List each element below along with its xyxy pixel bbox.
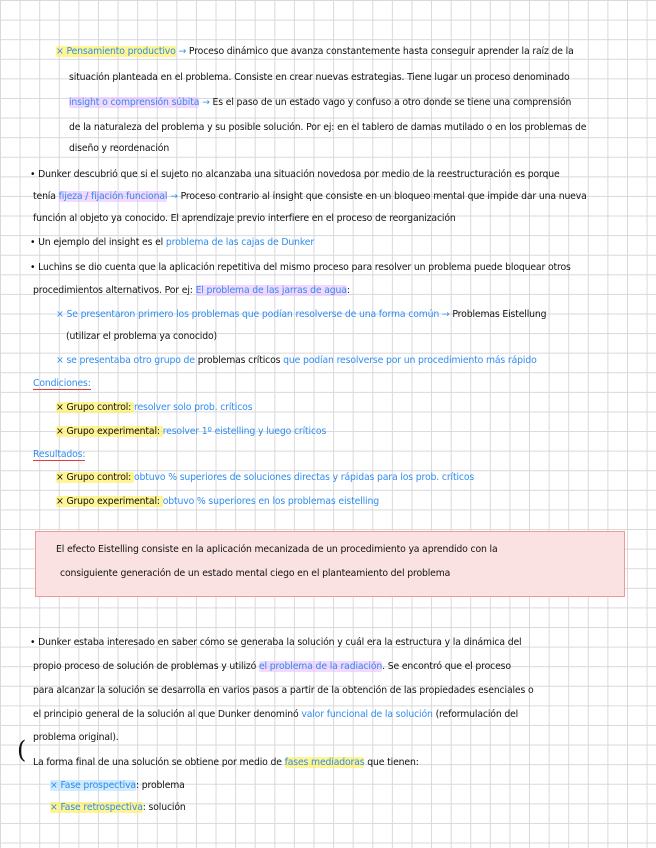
note-text: que podían resolverse por un procedimiento más rápido	[280, 355, 537, 366]
note-line: (utilizar el problema ya conocido)	[66, 331, 217, 342]
note-line	[33, 708, 518, 721]
definition-box	[35, 531, 625, 597]
note-line: • Dunker estaba interesado en saber cómo se generaba la solución y cuál era la estructura y la dinámica del	[30, 637, 522, 648]
term-fases-mediadoras: fases mediadoras	[284, 757, 365, 768]
note-text: tenía	[33, 191, 59, 202]
term-valor-funcional: valor funcional de la solución	[301, 709, 433, 720]
note-line	[33, 284, 350, 297]
note-text: (reformulación del	[432, 709, 519, 720]
note-text: problemas críticos	[197, 355, 281, 366]
note-text: :	[346, 285, 350, 296]
note-line: para alcanzar la solución se desarrolla en varios pasos a partir de la obtención de las propiedades esenciales o	[33, 685, 534, 696]
note-line	[30, 236, 314, 249]
note-line	[33, 190, 587, 203]
note-line	[69, 96, 571, 109]
note-line	[56, 495, 379, 508]
term-fase-prospectiva: × Fase prospectiva	[50, 780, 136, 791]
group-label: × Grupo experimental:	[56, 496, 163, 507]
note-text: × Se presentaron primero los problemas que podían resolverse de una forma común	[56, 309, 440, 320]
brace-mark: (	[17, 736, 27, 764]
arrow: →	[175, 46, 189, 57]
definition-text: Es el paso de un estado vago y confuso a otro donde se tiene una comprensión	[212, 97, 572, 108]
heading-text: Resultados:	[33, 449, 86, 460]
note-line	[56, 45, 574, 58]
group-label: × Grupo control:	[56, 472, 134, 483]
heading-text: Condiciones:	[33, 378, 91, 389]
note-line	[33, 660, 511, 673]
note-line: • Dunker descubrió que si el sujeto no alcanzaba una situación novedosa por medio de la reestructuración es porque	[30, 169, 560, 180]
note-line: función al objeto ya conocido. El aprendizaje previo interfiere en el proceso de reorganización	[33, 213, 456, 224]
note-text: procedimientos alternativos. Por ej:	[33, 285, 196, 296]
note-line	[50, 779, 185, 792]
note-text: propio proceso de solución de problemas y utilizó	[33, 661, 259, 672]
note-line	[56, 354, 537, 367]
note-line	[50, 801, 186, 814]
note-line	[56, 308, 546, 321]
term-insight: insight o comprensión súbita	[69, 97, 200, 108]
note-line	[33, 756, 419, 769]
arrow: →	[439, 309, 453, 320]
term-fijeza-funcional: fijeza / fijación funcional	[58, 191, 168, 202]
note-line: de la naturaleza del problema y su posible solución. Por ej: en el tablero de damas mutilado o en los problemas de	[69, 122, 587, 133]
term-fase-retrospectiva: × Fase retrospectiva	[50, 802, 143, 813]
definition-text: Proceso contrario al insight que consiste en un bloqueo mental que impide dar una nueva	[180, 191, 587, 202]
note-text: : problema	[135, 780, 185, 791]
note-line: problema original).	[33, 732, 119, 743]
note-line	[56, 471, 474, 484]
note-line	[56, 401, 252, 414]
note-text: obtuvo % superiores de soluciones directas y rápidas para los prob. críticos	[133, 472, 475, 483]
note-line: situación planteada en el problema. Consiste en crear nuevas estrategias. Tiene lugar un proceso denominado	[69, 72, 570, 83]
note-text: La forma final de una solución se obtiene por medio de	[33, 757, 285, 768]
arrow: →	[167, 191, 181, 202]
heading-resultados	[33, 448, 85, 461]
note-text: el principio general de la solución al que Dunker denominó	[33, 709, 302, 720]
note-text: : solución	[142, 802, 186, 813]
note-text: resolver 1º eistelling y luego críticos	[162, 426, 327, 437]
note-text: Problemas Eistellung	[452, 309, 547, 320]
heading-condiciones	[33, 377, 91, 390]
box-line: consiguiente generación de un estado mental ciego en el planteamiento del problema	[60, 568, 451, 579]
note-text: × se presentaba otro grupo de	[56, 355, 198, 366]
group-label: × Grupo control:	[56, 402, 134, 413]
note-text: • Un ejemplo del insight es el	[30, 237, 166, 248]
term-jarras-agua: El problema de las jarras de agua	[195, 285, 347, 296]
definition-text: Proceso dinámico que avanza constantemente hasta conseguir aprender la raíz de la	[188, 46, 574, 57]
term-cajas-dunker: problema de las cajas de Dunker	[165, 237, 315, 248]
note-text: que tienen:	[364, 757, 419, 768]
term-radiacion: el problema de la radiación	[258, 661, 383, 672]
box-line: El efecto Eistelling consiste en la aplicación mecanizada de un procedimiento ya aprendido con la	[56, 544, 498, 555]
arrow: →	[199, 97, 213, 108]
note-text: resolver solo prob. críticos	[133, 402, 253, 413]
term-pensamiento-productivo: × Pensamiento productivo	[56, 46, 176, 57]
note-line	[56, 425, 326, 438]
note-line: diseño y reordenación	[69, 143, 170, 154]
note-text: . Se encontró que el proceso	[382, 661, 511, 672]
group-label: × Grupo experimental:	[56, 426, 163, 437]
note-text: obtuvo % superiores en los problemas eistelling	[162, 496, 379, 507]
note-line: • Luchins se dio cuenta que la aplicación repetitiva del mismo proceso para resolver un problema puede bloquear otros	[30, 262, 571, 273]
